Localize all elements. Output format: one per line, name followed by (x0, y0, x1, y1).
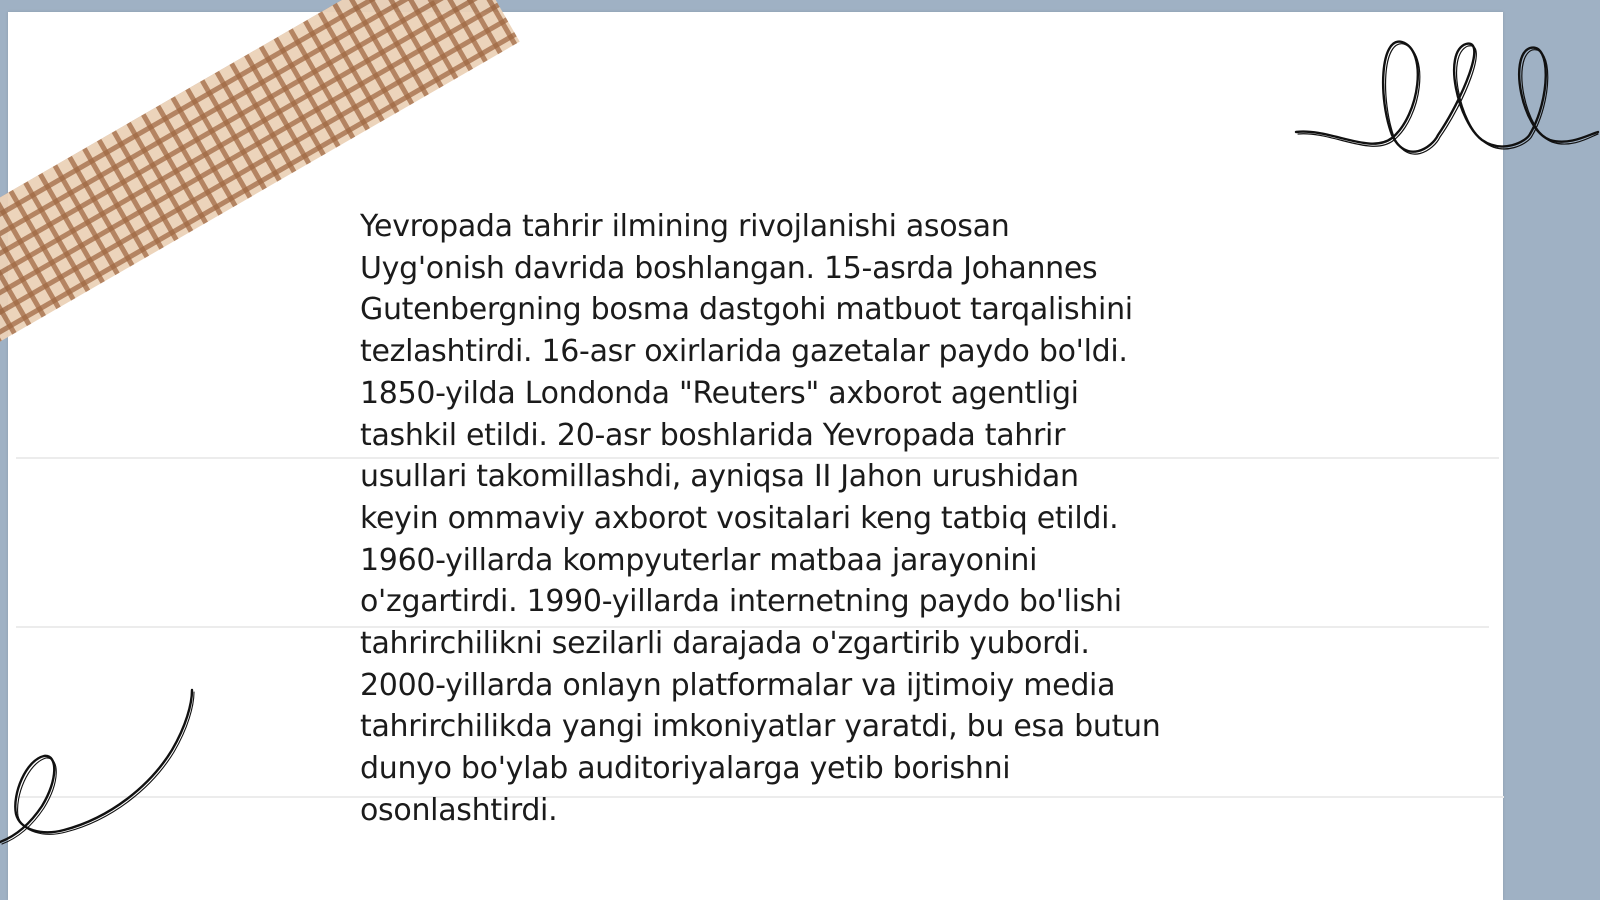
body-text: Yevropada tahrir ilmining rivojlanishi asosan Uyg'onish davrida boshlangan. 15-asrda Johannes Gutenbergning bosma dastgohi matbuot tarqalishini tezlashtirdi. 16-asr oxirlarida gazetalar paydo bo'ldi. 1850-yilda Londonda "Reuters" axborot agentligi tashkil etildi. 20-asr boshlarida Yevropada tahrir usullari takomillashdi, ayniqsa II Jahon urushidan keyin ommaviy axborot vositalari keng tatbiq etildi. 1960-yillarda kompyuterlar matbaa jarayonini o'zgartirdi. 1990-yillarda internetning paydo bo'lishi tahrirchilikni sezilarli darajada o'zgartirib yubordi. 2000-yillarda onlayn platformalar va ijtimoiy media tahrirchilikda yangi imkoniyatlar yaratdi, bu esa butun dunyo bo'ylab auditoriyalarga yetib borishni osonlashtirdi. (360, 209, 1161, 828)
loop-scribble-icon (0, 690, 200, 850)
loop-scribble-icon (1290, 30, 1600, 170)
